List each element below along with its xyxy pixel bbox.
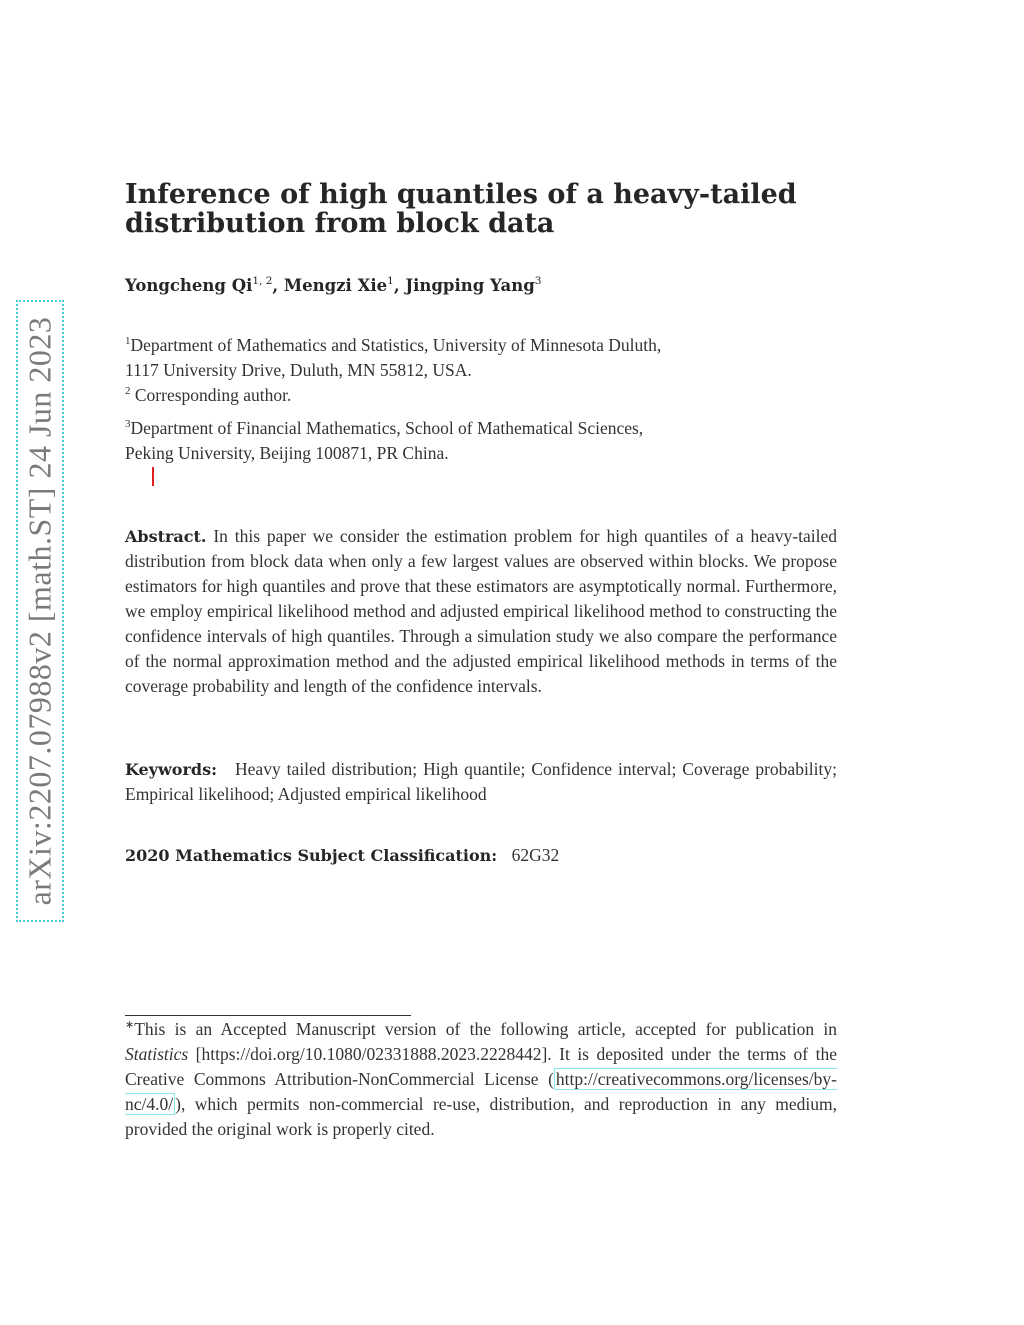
affiliation-mark: 2 bbox=[125, 385, 131, 397]
text-cursor bbox=[152, 467, 154, 486]
msc-code: 62G32 bbox=[511, 845, 560, 865]
affiliation-mark: 3 bbox=[125, 418, 131, 430]
abstract bbox=[125, 524, 837, 699]
abstract-label: Abstract. bbox=[125, 527, 207, 546]
arxiv-identifier: arXiv:2207.07988v2 [math.ST] 24 Jun 2023 bbox=[21, 316, 58, 906]
arxiv-stamp[interactable] bbox=[16, 300, 64, 922]
corresponding-author-note: Corresponding author. bbox=[130, 385, 292, 405]
affiliation-line: Department of Financial Mathematics, School of Mathematical Sciences, bbox=[130, 418, 644, 438]
msc-label: 2020 Mathematics Subject Classification: bbox=[125, 846, 498, 865]
subject-classification bbox=[125, 843, 559, 868]
footnote-text: [https://doi.org/10.1080/02331888.2023.2228442]. It is deposited under the terms of the Creative Commons Attribution-NonCommercial License ( bbox=[125, 1044, 837, 1089]
affiliation-block-3 bbox=[125, 416, 643, 466]
keywords-label: Keywords: bbox=[125, 760, 218, 779]
keywords bbox=[125, 757, 837, 807]
affiliation-block-1 bbox=[125, 333, 661, 408]
author-name: Jingping Yang bbox=[405, 276, 535, 295]
license-link[interactable]: http://creativecommons.org/licenses/by-nc/4.0/ bbox=[125, 1069, 837, 1114]
abstract-text: In this paper we consider the estimation problem for high quantiles of a heavy-tailed distribution from block data when only a few largest values are observed within blocks. We propose estimators for high quantiles and prove that these estimators are asymptotically normal. Furthermore, we employ empirical likelihood method and adjusted empirical likelihood method to constructing the confidence intervals of high quantiles. Through a simulation study we also compare the performance of the normal approximation method and the adjusted empirical likelihood methods in terms of the coverage probability and length of the confidence intervals. bbox=[125, 526, 838, 696]
footnote bbox=[125, 1017, 837, 1142]
footnote-text: This is an Accepted Manuscript version of the following article, accepted for publication in bbox=[134, 1019, 837, 1039]
affiliation-line: Department of Mathematics and Statistics, University of Minnesota Duluth, bbox=[130, 335, 662, 355]
journal-name: Statistics bbox=[125, 1044, 189, 1064]
author-name: Yongcheng Qi bbox=[125, 276, 253, 295]
author-affiliation-mark: 3 bbox=[534, 275, 542, 287]
author-affiliation-mark: 1, 2 bbox=[252, 275, 273, 287]
footnote-divider bbox=[125, 1015, 411, 1016]
author-affiliation-mark: 1 bbox=[387, 275, 394, 287]
author-list: Yongcheng Qi$^{1, 2}$, Mengzi Xie$^1$, Jingping Yang$^3$ bbox=[125, 275, 542, 295]
affiliation-line: Peking University, Beijing 100871, PR China. bbox=[125, 443, 449, 463]
footnote-text: ), which permits non-commercial re-use, distribution, and reproduction in any medium, provided the original work is properly cited. bbox=[125, 1094, 837, 1139]
footnote-mark: ∗ bbox=[125, 1019, 135, 1031]
keywords-text: Heavy tailed distribution; High quantile; Confidence interval; Coverage probability; Empirical likelihood; Adjusted empirical likelihood bbox=[125, 759, 838, 804]
paper-title: Inference of high quantiles of a heavy-tailed distribution from block data bbox=[125, 179, 797, 239]
author-name: Mengzi Xie bbox=[283, 276, 388, 295]
affiliation-mark: 1 bbox=[125, 335, 131, 347]
affiliation-line: 1117 University Drive, Duluth, MN 55812, USA. bbox=[125, 360, 472, 380]
